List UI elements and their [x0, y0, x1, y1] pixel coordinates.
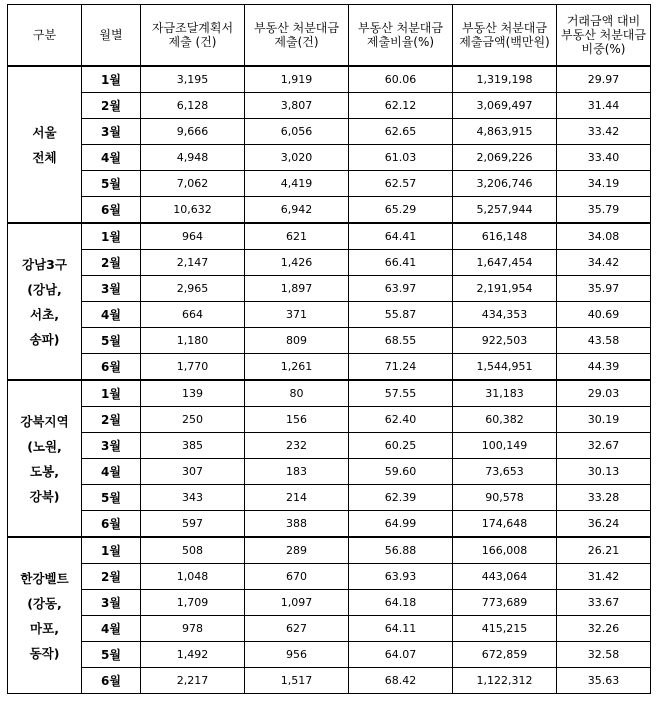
region-label-line: 도봉, — [30, 463, 59, 479]
cell-disposal-count: 371 — [245, 302, 349, 328]
cell-disposal-amount: 1,319,198 — [453, 66, 557, 93]
header-funding-plan-count: 자금조달계획서 제출 (건) — [141, 5, 245, 67]
region-label-line: 서울 — [32, 124, 57, 140]
cell-disposal-amount: 2,191,954 — [453, 276, 557, 302]
region-label-line: (강동, — [27, 595, 62, 611]
cell-disposal-count: 232 — [245, 433, 349, 459]
cell-month: 1월 — [82, 66, 141, 93]
table-row — [8, 276, 651, 302]
table-row — [8, 485, 651, 511]
cell-disposal-count: 6,942 — [245, 197, 349, 224]
table-row — [8, 642, 651, 668]
cell-disposal-ratio: 64.11 — [349, 616, 453, 642]
cell-disposal-amount: 1,647,454 — [453, 250, 557, 276]
cell-funding-plan-count: 978 — [141, 616, 245, 642]
cell-disposal-count: 183 — [245, 459, 349, 485]
cell-disposal-count: 1,897 — [245, 276, 349, 302]
cell-disposal-count: 670 — [245, 564, 349, 590]
cell-disposal-ratio: 63.97 — [349, 276, 453, 302]
cell-disposal-share: 30.13 — [557, 459, 651, 485]
cell-disposal-share: 43.58 — [557, 328, 651, 354]
cell-disposal-count: 1,517 — [245, 668, 349, 694]
region-label-line: 강북) — [29, 488, 60, 504]
cell-disposal-amount: 3,069,497 — [453, 93, 557, 119]
cell-month: 3월 — [82, 433, 141, 459]
region-label-line: (강남, — [27, 281, 62, 297]
table-row — [8, 250, 651, 276]
cell-month: 3월 — [82, 276, 141, 302]
cell-disposal-count: 621 — [245, 223, 349, 250]
cell-funding-plan-count: 139 — [141, 380, 245, 407]
cell-disposal-share: 35.63 — [557, 668, 651, 694]
cell-funding-plan-count: 307 — [141, 459, 245, 485]
cell-disposal-amount: 73,653 — [453, 459, 557, 485]
table-row — [8, 354, 651, 381]
cell-month: 5월 — [82, 642, 141, 668]
region-group-label — [8, 380, 82, 537]
cell-disposal-ratio: 68.55 — [349, 328, 453, 354]
cell-funding-plan-count: 385 — [141, 433, 245, 459]
cell-month: 5월 — [82, 328, 141, 354]
cell-disposal-ratio: 68.42 — [349, 668, 453, 694]
cell-disposal-amount: 434,353 — [453, 302, 557, 328]
cell-month: 4월 — [82, 616, 141, 642]
table-row — [8, 171, 651, 197]
region-group-label — [8, 537, 82, 694]
region-label-line: 서초, — [30, 306, 59, 322]
cell-month: 1월 — [82, 380, 141, 407]
cell-month: 5월 — [82, 485, 141, 511]
table-body — [8, 66, 651, 694]
cell-disposal-ratio: 61.03 — [349, 145, 453, 171]
table-row — [8, 66, 651, 93]
cell-disposal-share: 36.24 — [557, 511, 651, 538]
table-row — [8, 223, 651, 250]
cell-disposal-amount: 2,069,226 — [453, 145, 557, 171]
cell-month: 2월 — [82, 407, 141, 433]
cell-disposal-ratio: 62.40 — [349, 407, 453, 433]
cell-disposal-share: 32.58 — [557, 642, 651, 668]
cell-disposal-amount: 773,689 — [453, 590, 557, 616]
cell-disposal-amount: 4,863,915 — [453, 119, 557, 145]
table-row — [8, 511, 651, 538]
table-row — [8, 433, 651, 459]
cell-month: 6월 — [82, 511, 141, 538]
cell-disposal-count: 6,056 — [245, 119, 349, 145]
cell-disposal-count: 1,261 — [245, 354, 349, 381]
cell-month: 3월 — [82, 590, 141, 616]
table-row — [8, 93, 651, 119]
region-label-line: 강남3구 — [22, 256, 67, 272]
cell-funding-plan-count: 597 — [141, 511, 245, 538]
region-label-line: 강북지역 — [20, 413, 69, 429]
cell-disposal-ratio: 66.41 — [349, 250, 453, 276]
table-row — [8, 302, 651, 328]
cell-funding-plan-count: 250 — [141, 407, 245, 433]
cell-funding-plan-count: 3,195 — [141, 66, 245, 93]
cell-disposal-amount: 922,503 — [453, 328, 557, 354]
cell-disposal-count: 156 — [245, 407, 349, 433]
table-row — [8, 564, 651, 590]
cell-disposal-count: 809 — [245, 328, 349, 354]
cell-disposal-amount: 90,578 — [453, 485, 557, 511]
cell-disposal-count: 3,807 — [245, 93, 349, 119]
cell-funding-plan-count: 4,948 — [141, 145, 245, 171]
cell-funding-plan-count: 10,632 — [141, 197, 245, 224]
cell-month: 6월 — [82, 668, 141, 694]
cell-disposal-ratio: 64.07 — [349, 642, 453, 668]
cell-disposal-count: 1,097 — [245, 590, 349, 616]
cell-disposal-amount: 100,149 — [453, 433, 557, 459]
cell-disposal-share: 33.28 — [557, 485, 651, 511]
table-row — [8, 590, 651, 616]
region-label-line: 송파) — [29, 331, 60, 347]
cell-month: 2월 — [82, 564, 141, 590]
table-row — [8, 328, 651, 354]
cell-funding-plan-count: 1,709 — [141, 590, 245, 616]
cell-funding-plan-count: 508 — [141, 537, 245, 564]
cell-funding-plan-count: 343 — [141, 485, 245, 511]
region-label-line: 동작) — [29, 645, 60, 661]
cell-disposal-count: 956 — [245, 642, 349, 668]
cell-disposal-share: 26.21 — [557, 537, 651, 564]
cell-disposal-amount: 5,257,944 — [453, 197, 557, 224]
cell-disposal-amount: 672,859 — [453, 642, 557, 668]
cell-disposal-share: 32.26 — [557, 616, 651, 642]
cell-disposal-amount: 3,206,746 — [453, 171, 557, 197]
cell-disposal-amount: 1,122,312 — [453, 668, 557, 694]
cell-funding-plan-count: 1,048 — [141, 564, 245, 590]
cell-month: 5월 — [82, 171, 141, 197]
table-row — [8, 616, 651, 642]
cell-disposal-count: 4,419 — [245, 171, 349, 197]
cell-funding-plan-count: 2,147 — [141, 250, 245, 276]
region-label-line: (노원, — [27, 438, 62, 454]
cell-disposal-share: 34.42 — [557, 250, 651, 276]
table-row — [8, 145, 651, 171]
cell-disposal-ratio: 64.18 — [349, 590, 453, 616]
region-group-label — [8, 66, 82, 223]
region-label-line: 마포, — [30, 620, 59, 636]
table-row — [8, 537, 651, 564]
cell-disposal-share: 35.97 — [557, 276, 651, 302]
cell-disposal-count: 3,020 — [245, 145, 349, 171]
cell-funding-plan-count: 7,062 — [141, 171, 245, 197]
statistics-table — [7, 4, 651, 694]
region-label-line: 한강벨트 — [20, 570, 69, 586]
region-group-label — [8, 223, 82, 380]
cell-disposal-count: 388 — [245, 511, 349, 538]
header-disposal-count: 부동산 처분대금 제출(건) — [245, 5, 349, 67]
cell-disposal-ratio: 60.25 — [349, 433, 453, 459]
table-container — [7, 4, 651, 694]
cell-disposal-amount: 31,183 — [453, 380, 557, 407]
cell-disposal-share: 35.79 — [557, 197, 651, 224]
cell-disposal-amount: 415,215 — [453, 616, 557, 642]
cell-funding-plan-count: 964 — [141, 223, 245, 250]
cell-disposal-ratio: 55.87 — [349, 302, 453, 328]
header-month: 월별 — [82, 5, 141, 67]
cell-disposal-amount: 60,382 — [453, 407, 557, 433]
cell-month: 2월 — [82, 93, 141, 119]
cell-month: 4월 — [82, 302, 141, 328]
cell-disposal-amount: 174,648 — [453, 511, 557, 538]
cell-disposal-share: 33.42 — [557, 119, 651, 145]
cell-funding-plan-count: 1,492 — [141, 642, 245, 668]
cell-disposal-count: 1,919 — [245, 66, 349, 93]
cell-disposal-ratio: 62.57 — [349, 171, 453, 197]
cell-month: 4월 — [82, 145, 141, 171]
cell-disposal-share: 34.19 — [557, 171, 651, 197]
cell-disposal-share: 29.03 — [557, 380, 651, 407]
cell-disposal-share: 44.39 — [557, 354, 651, 381]
header-row — [8, 5, 651, 67]
cell-disposal-ratio: 62.39 — [349, 485, 453, 511]
cell-disposal-count: 214 — [245, 485, 349, 511]
header-disposal-ratio: 부동산 처분대금 제출비율(%) — [349, 5, 453, 67]
cell-disposal-amount: 1,544,951 — [453, 354, 557, 381]
cell-month: 2월 — [82, 250, 141, 276]
table-row — [8, 459, 651, 485]
cell-disposal-ratio: 59.60 — [349, 459, 453, 485]
cell-disposal-ratio: 57.55 — [349, 380, 453, 407]
cell-funding-plan-count: 9,666 — [141, 119, 245, 145]
cell-funding-plan-count: 2,217 — [141, 668, 245, 694]
cell-funding-plan-count: 2,965 — [141, 276, 245, 302]
cell-disposal-share: 34.08 — [557, 223, 651, 250]
table-row — [8, 668, 651, 694]
cell-disposal-amount: 443,064 — [453, 564, 557, 590]
header-disposal-share: 거래금액 대비 부동산 처분대금 비중(%) — [557, 5, 651, 67]
cell-disposal-ratio: 62.65 — [349, 119, 453, 145]
cell-disposal-share: 32.67 — [557, 433, 651, 459]
cell-disposal-ratio: 64.41 — [349, 223, 453, 250]
cell-disposal-amount: 616,148 — [453, 223, 557, 250]
cell-disposal-ratio: 71.24 — [349, 354, 453, 381]
cell-disposal-share: 40.69 — [557, 302, 651, 328]
cell-disposal-count: 80 — [245, 380, 349, 407]
table-row — [8, 197, 651, 224]
cell-month: 6월 — [82, 197, 141, 224]
cell-disposal-ratio: 65.29 — [349, 197, 453, 224]
header-category: 구분 — [8, 5, 82, 67]
table-row — [8, 119, 651, 145]
cell-funding-plan-count: 6,128 — [141, 93, 245, 119]
cell-disposal-share: 33.67 — [557, 590, 651, 616]
cell-disposal-share: 31.44 — [557, 93, 651, 119]
table-row — [8, 380, 651, 407]
region-label-line: 전체 — [32, 149, 57, 165]
cell-funding-plan-count: 1,180 — [141, 328, 245, 354]
cell-disposal-ratio: 56.88 — [349, 537, 453, 564]
cell-disposal-amount: 166,008 — [453, 537, 557, 564]
cell-disposal-count: 627 — [245, 616, 349, 642]
cell-disposal-share: 31.42 — [557, 564, 651, 590]
cell-month: 1월 — [82, 223, 141, 250]
cell-disposal-ratio: 62.12 — [349, 93, 453, 119]
cell-funding-plan-count: 1,770 — [141, 354, 245, 381]
cell-funding-plan-count: 664 — [141, 302, 245, 328]
cell-month: 3월 — [82, 119, 141, 145]
cell-disposal-ratio: 63.93 — [349, 564, 453, 590]
cell-disposal-share: 33.40 — [557, 145, 651, 171]
cell-disposal-count: 1,426 — [245, 250, 349, 276]
cell-disposal-share: 30.19 — [557, 407, 651, 433]
cell-disposal-ratio: 60.06 — [349, 66, 453, 93]
cell-month: 6월 — [82, 354, 141, 381]
cell-disposal-ratio: 64.99 — [349, 511, 453, 538]
cell-disposal-count: 289 — [245, 537, 349, 564]
cell-month: 4월 — [82, 459, 141, 485]
header-disposal-amount: 부동산 처분대금 제출금액(백만원) — [453, 5, 557, 67]
cell-disposal-share: 29.97 — [557, 66, 651, 93]
table-row — [8, 407, 651, 433]
cell-month: 1월 — [82, 537, 141, 564]
